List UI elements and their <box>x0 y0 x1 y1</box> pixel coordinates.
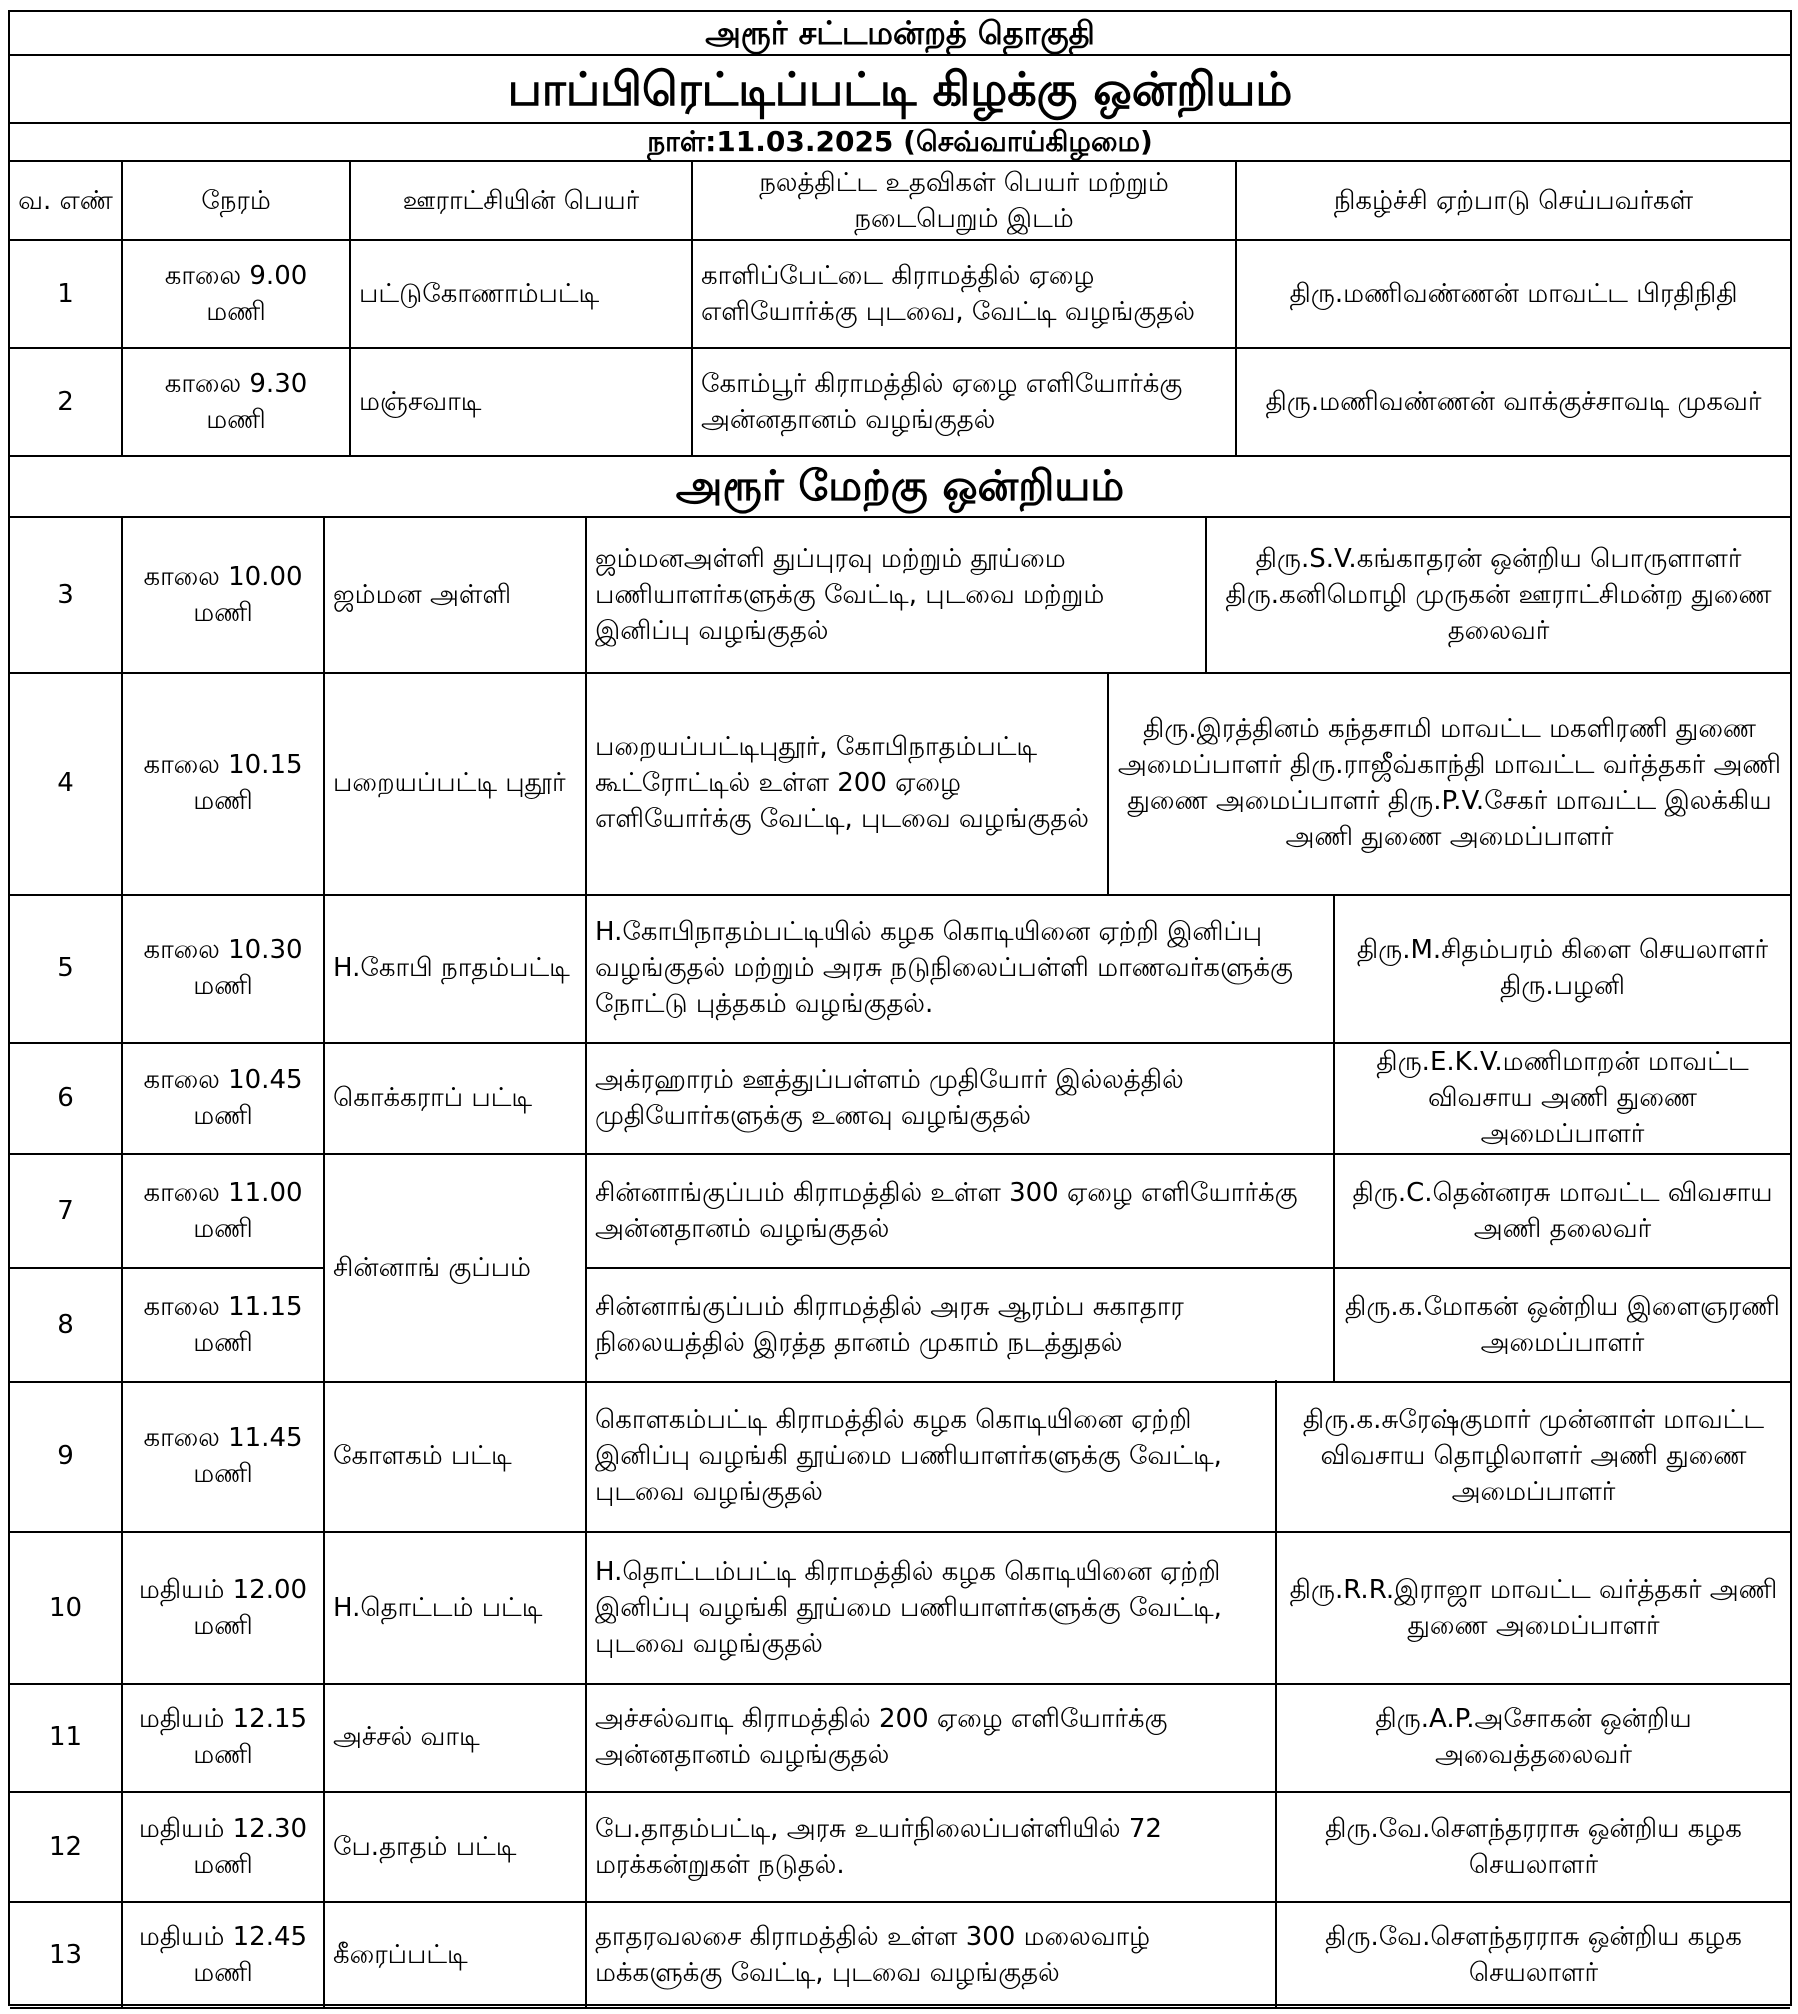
row-time: காலை 11.15 மணி <box>122 1268 324 1382</box>
row-organizers: திரு.M.சிதம்பரம் கிளை செயலாளர் திரு.பழனி <box>1334 894 1790 1043</box>
row-organizers: திரு.R.R.இராஜா மாவட்ட வர்த்தகர் அணி துணை அமைப்பாளர் <box>1276 1532 1790 1684</box>
row-time: மதியம் 12.30 மணி <box>122 1792 324 1902</box>
schedule-document <box>8 10 1792 2006</box>
table-row <box>10 894 1790 1043</box>
table-row <box>10 1154 1790 1268</box>
column-header-sno: வ. எண் <box>10 162 122 240</box>
schedule-row-5 <box>10 894 1790 1044</box>
schedule-row-4 <box>10 672 1790 896</box>
schedule-row-3 <box>10 518 1790 674</box>
table-row <box>10 1902 1790 2008</box>
row-organizers: திரு.மணிவண்ணன் வாக்குச்சாவடி முகவர் <box>1236 348 1790 456</box>
row-village: கோளகம் பட்டி <box>324 1380 586 1532</box>
row-sno: 13 <box>10 1902 122 2008</box>
row-event: அச்சல்வாடி கிராமத்தில் 200 ஏழை எளியோர்க்கு அன்னதானம் வழங்குதல் <box>586 1682 1276 1792</box>
row-organizers: திரு.A.P.அசோகன் ஒன்றிய அவைத்தலைவர் <box>1276 1682 1790 1792</box>
row-sno: 7 <box>10 1154 122 1268</box>
row-event: H.கோபிநாதம்பட்டியில் கழக கொடியினை ஏற்றி இனிப்பு வழங்குதல் மற்றும் அரசு நடுநிலைப்பள்ளி மாணவர்களுக்கு நோட்டு புத்தகம் வழங்குதல். <box>586 894 1334 1043</box>
row-village: H.கோபி நாதம்பட்டி <box>324 894 586 1043</box>
row-event: ஜம்மனஅள்ளி துப்புரவு மற்றும் தூய்மை பணியாளர்களுக்கு வேட்டி, புடவை மற்றும் இனிப்பு வழங்குதல் <box>586 518 1206 673</box>
row-organizers: திரு.க.சுரேஷ்குமார் முன்னாள் மாவட்ட விவசாய தொழிலாளர் அணி துணை அமைப்பாளர் <box>1276 1380 1790 1532</box>
row-time: மதியம் 12.15 மணி <box>122 1682 324 1792</box>
row-time: மதியம் 12.45 மணி <box>122 1902 324 2008</box>
row-sno: 1 <box>10 240 122 348</box>
row-organizers: திரு.வே.சௌந்தரராசு ஒன்றிய கழக செயலாளர் <box>1276 1902 1790 2008</box>
row-event: பே.தாதம்பட்டி, அரசு உயர்நிலைப்பள்ளியில் 72 மரக்கன்றுகள் நடுதல். <box>586 1792 1276 1902</box>
row-organizers: திரு.S.V.கங்காதரன் ஒன்றிய பொருளாளர் திரு.கனிமொழி முருகன் ஊராட்சிமன்ற துணை தலைவர் <box>1206 518 1790 673</box>
table-row <box>10 518 1790 673</box>
row-village: மஞ்சவாடி <box>350 348 692 456</box>
row-sno: 3 <box>10 518 122 673</box>
row-village: H.தொட்டம் பட்டி <box>324 1532 586 1684</box>
constituency-title: அரூர் சட்டமன்றத் தொகுதி <box>10 12 1790 56</box>
row-time: காலை 10.45 மணி <box>122 1042 324 1154</box>
schedule-rows-11-13 <box>10 1682 1790 2009</box>
table-header-row <box>10 162 1790 240</box>
row-sno: 2 <box>10 348 122 456</box>
union-title-east: பாப்பிரெட்டிப்பட்டி கிழக்கு ஒன்றியம் <box>10 56 1790 124</box>
row-village: சின்னாங் குப்பம் <box>324 1154 586 1382</box>
row-time: காலை 9.00 மணி <box>122 240 350 348</box>
table-row <box>10 672 1790 895</box>
table-row <box>10 1268 1790 1382</box>
row-time: காலை 9.30 மணி <box>122 348 350 456</box>
row-village: பறையப்பட்டி புதூர் <box>324 672 586 895</box>
table-row <box>10 348 1790 456</box>
row-event: H.தொட்டம்பட்டி கிராமத்தில் கழக கொடியினை ஏற்றி இனிப்பு வழங்கி தூய்மை பணியாளர்களுக்கு வேட்டி, புடவை வழங்குதல் <box>586 1532 1276 1684</box>
row-sno: 9 <box>10 1380 122 1532</box>
column-header-village: ஊராட்சியின் பெயர் <box>350 162 692 240</box>
row-event: சின்னாங்குப்பம் கிராமத்தில் உள்ள 300 ஏழை எளியோர்க்கு அன்னதானம் வழங்குதல் <box>586 1154 1334 1268</box>
row-time: காலை 10.00 மணி <box>122 518 324 673</box>
row-village: பட்டுகோணாம்பட்டி <box>350 240 692 348</box>
row-sno: 4 <box>10 672 122 895</box>
schedule-rows-6-8 <box>10 1042 1790 1383</box>
row-organizers: திரு.க.மோகன் ஒன்றிய இளைஞரணி அமைப்பாளர் <box>1334 1268 1790 1382</box>
table-row <box>10 1042 1790 1154</box>
row-event: காளிப்பேட்டை கிராமத்தில் ஏழை எளியோர்க்கு புடவை, வேட்டி வழங்குதல் <box>692 240 1236 348</box>
row-time: காலை 10.15 மணி <box>122 672 324 895</box>
row-organizers: திரு.மணிவண்ணன் மாவட்ட பிரதிநிதி <box>1236 240 1790 348</box>
row-village: ஜம்மன அள்ளி <box>324 518 586 673</box>
table-row <box>10 1532 1790 1684</box>
row-organizers: திரு.இரத்தினம் கந்தசாமி மாவட்ட மகளிரணி துணை அமைப்பாளர் திரு.ராஜீவ்காந்தி மாவட்ட வர்த்தகர் அணி துணை அமைப்பாளர் திரு.P.V.சேகர் மாவட்ட இலக்கிய அணி துணை அமைப்பாளர் <box>1108 672 1790 895</box>
row-sno: 11 <box>10 1682 122 1792</box>
schedule-table-east <box>10 162 1790 457</box>
row-event: தாதரவலசை கிராமத்தில் உள்ள 300 மலைவாழ் மக்களுக்கு வேட்டி, புடவை வழங்குதல் <box>586 1902 1276 2008</box>
row-sno: 5 <box>10 894 122 1043</box>
row-organizers: திரு.E.K.V.மணிமாறன் மாவட்ட விவசாய அணி துணை அமைப்பாளர் <box>1334 1042 1790 1154</box>
row-time: காலை 11.00 மணி <box>122 1154 324 1268</box>
column-header-organizers: நிகழ்ச்சி ஏற்பாடு செய்பவர்கள் <box>1236 162 1790 240</box>
date-line: நாள்:11.03.2025 (செவ்வாய்கிழமை) <box>10 124 1790 162</box>
row-event: கோம்பூர் கிராமத்தில் ஏழை எளியோர்க்கு அன்னதானம் வழங்குதல் <box>692 348 1236 456</box>
row-event: கொளகம்பட்டி கிராமத்தில் கழக கொடியினை ஏற்றி இனிப்பு வழங்கி தூய்மை பணியாளர்களுக்கு வேட்டி, புடவை வழங்குதல் <box>586 1380 1276 1532</box>
schedule-rows-9-10 <box>10 1380 1790 1685</box>
row-village: கொக்கராப் பட்டி <box>324 1042 586 1154</box>
row-village: பே.தாதம் பட்டி <box>324 1792 586 1902</box>
row-event: பறையப்பட்டிபுதூர், கோபிநாதம்பட்டி கூட்ரோட்டில் உள்ள 200 ஏழை எளியோர்க்கு வேட்டி, புடவை வழங்குதல் <box>586 672 1108 895</box>
row-organizers: திரு.C.தென்னரசு மாவட்ட விவசாய அணி தலைவர் <box>1334 1154 1790 1268</box>
row-sno: 12 <box>10 1792 122 1902</box>
row-event: சின்னாங்குப்பம் கிராமத்தில் அரசு ஆரம்ப சுகாதார நிலையத்தில் இரத்த தானம் முகாம் நடத்துதல் <box>586 1268 1334 1382</box>
row-time: காலை 10.30 மணி <box>122 894 324 1043</box>
table-row <box>10 1682 1790 1792</box>
table-row <box>10 240 1790 348</box>
table-row <box>10 1792 1790 1902</box>
row-organizers: திரு.வே.சௌந்தரராசு ஒன்றிய கழக செயலாளர் <box>1276 1792 1790 1902</box>
row-village: அச்சல் வாடி <box>324 1682 586 1792</box>
row-sno: 6 <box>10 1042 122 1154</box>
union-title-west: அரூர் மேற்கு ஒன்றியம் <box>10 456 1790 518</box>
table-row <box>10 1380 1790 1532</box>
row-time: காலை 11.45 மணி <box>122 1380 324 1532</box>
column-header-time: நேரம் <box>122 162 350 240</box>
row-time: மதியம் 12.00 மணி <box>122 1532 324 1684</box>
row-sno: 8 <box>10 1268 122 1382</box>
row-sno: 10 <box>10 1532 122 1684</box>
row-event: அக்ரஹாரம் ஊத்துப்பள்ளம் முதியோர் இல்லத்தில் முதியோர்களுக்கு உணவு வழங்குதல் <box>586 1042 1334 1154</box>
column-header-event: நலத்திட்ட உதவிகள் பெயர் மற்றும் நடைபெறும் இடம் <box>692 162 1236 240</box>
row-village: கீரைப்பட்டி <box>324 1902 586 2008</box>
